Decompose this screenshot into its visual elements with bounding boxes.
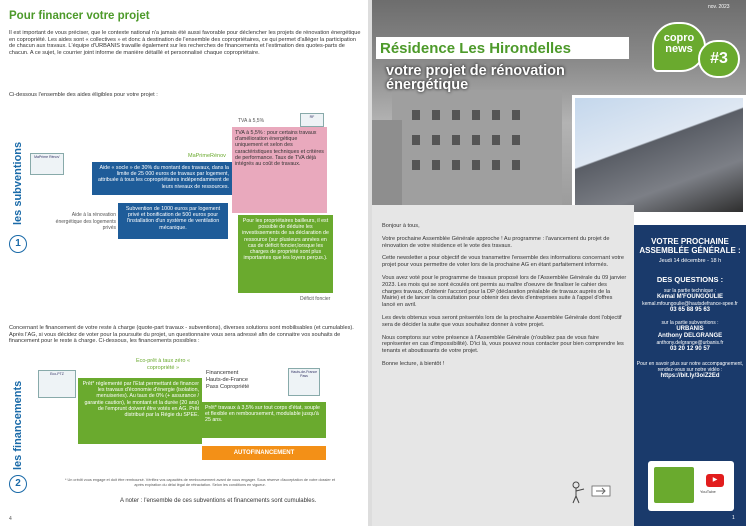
building-photo-inset: [572, 95, 746, 215]
sub-email[interactable]: anthony.delgrange@urbanis.fr: [656, 340, 724, 346]
republique-logo: RF: [300, 113, 324, 127]
page-number-right: 1: [732, 515, 735, 521]
aide-renovation-label: Aide à la rénovation énergétique des logements privés: [55, 212, 116, 231]
badge-line: news: [665, 43, 693, 55]
sub-label: sur la partie subventions :: [661, 320, 719, 326]
list-line: Hauts-de-France: [206, 377, 248, 383]
maprimerenov-logo: MaPrime Rénov': [30, 153, 64, 175]
deficit-label: Déficit foncier: [300, 296, 331, 302]
list-line: Financement: [206, 370, 239, 376]
page-title: Pour financer votre projet: [9, 10, 150, 22]
subventions-label: les subventions: [12, 141, 24, 225]
questions-title: DES QUESTIONS :: [656, 275, 724, 284]
letter-paragraph: Cette newsletter a pour objectif de vous transmettre l'ensemble des informations concernant votre projet pour vous permettre de voter lors de la prochaine AG en étant parfaitement informés.: [382, 255, 625, 269]
sub-intro: Ci-dessous l'ensemble des aides éligibles pour votre projet :: [9, 92, 158, 98]
section-number-1: 1: [9, 235, 27, 253]
letter-paragraph: Les devis obtenus vous seront présentés lors de la prochaine Assemblée Générale dont l'objectif sera de décider la suite que vous souhaitez donner à votre projet.: [382, 314, 622, 328]
financement-paragraph: Concernant le financement de votre reste à charge (quote-part travaux - subventions), diverses solutions sont mobilisables (et cumulables). Après l'AG, si vous décidez de voter pour la poursuite du projet, un questionnaire vous sera adressé afin de connaitre vos souhaits de financement pour le reste à charge. Ci-dessous, les financements possibles :: [9, 325, 354, 345]
eco-ptz-label: Eco-prêt à taux zéro « copropriété »: [135, 358, 191, 371]
letter-paragraph: Votre prochaine Assemblée Générale approche ! Au programme : l'avancement du projet de rénovation de votre résidence et le vote des travaux.: [382, 235, 610, 249]
youtube-label: YouTube: [700, 489, 716, 494]
aide-socle-box: Aide « socle » de 30% du montant des travaux, dans la limite de 25 000 euros de travaux par logement, attribuée à tous les copropriétaires indépendamment de leurs niveaux de ressources.: [92, 162, 232, 195]
subtitle-line: votre projet de rénovation: [386, 63, 565, 79]
issue-number-badge: #3: [698, 40, 740, 78]
residence-title: Résidence Les Hirondelles: [380, 40, 571, 57]
sub-name: Anthony DELGRANGE: [657, 333, 723, 339]
sub-org: URBANIS: [676, 326, 704, 332]
deficit-box: Pour les propriétaires bailleurs, il est possible de déduire les investissements de sa déclaration de ressource (sur plusieurs années en cas de déficit foncier,lorsque les charges de propriété sont plus importantes que les loyers perçus.).: [238, 215, 333, 293]
issue-date: nov. 2023: [708, 4, 730, 10]
financements-label: les financements: [12, 380, 24, 470]
sub-phone: 03 20 12 90 57: [669, 346, 711, 352]
maprime-label: MaPrimeRénov: [188, 153, 226, 159]
pret-travaux-box: Prêt* travaux à 3,5% sur tout corps d'état, souple et flexible en remboursement, modulable jusqu'à 25 ans.: [202, 402, 326, 438]
tech-email[interactable]: kemal.mfoungoulie@hautsdefrance-spee.fr: [642, 301, 738, 307]
note: A noter : l'ensemble de ces subventions et financements sont cumulables.: [120, 498, 317, 504]
person-pointing-icon: [568, 480, 612, 504]
subtitle-line: énergétique: [386, 77, 469, 93]
list-line: Pass Copropriété: [206, 384, 250, 390]
tech-name: Kemal M'FOUNGOULIE: [656, 294, 724, 300]
footnote: * Un crédit vous engage et doit être remboursé. Vérifiez vos capacités de remboursement avant de vous engager. Sous réserve d'acceptation de votre dossier et après expiration du délai légal de rétractation. Selon les conditions en vigueur.: [64, 478, 336, 487]
letter-paragraph: Nous comptons sur votre présence à l'Assemblée Générale (n'oubliez pas de vous faire représenter en cas d'impossibilité). D'ici là, vous pouvez nous contacter pour bien comprendre les tenants et aboutissants de votre projet.: [382, 334, 624, 355]
left-page: [0, 0, 368, 526]
tva-label: TVA à 5,5%: [238, 118, 265, 124]
spee-logo: Hauts-de-France Pass: [288, 368, 320, 396]
newsletter-subtitle: [386, 64, 565, 92]
subvention-1000-box: Subvention de 1000 euros par logement privé et bonification de 500 euros pour l'installation d'un système de ventilation mécanique.: [118, 203, 228, 239]
tva-box: TVA à 5,5% : pour certains travaux d'amélioration énergétique uniquement et selon des caractéristiques techniques et critères de performance. Taux de TVA déjà intégrés au coût de travaux.: [232, 127, 327, 213]
youtube-icon[interactable]: ▶: [706, 474, 724, 487]
autofinancement-box: AUTOFINANCEMENT: [202, 446, 326, 460]
ecoptz-logo: Eco-PTZ: [38, 370, 76, 398]
pret-etat-box: Prêt* réglementé par l'Etat permettant de financer les travaux d'économie d'énergie (isolation, menuiseries). Au taux de 0% (+ assurance / garantie caution), le montant et la durée (20 ans) de l'emprunt doivent être votés en AG. Prêt distribué par la Régie du SPEE.: [78, 378, 202, 444]
right-page: [372, 0, 746, 526]
financement-hdf-list: [206, 370, 249, 391]
editorial-letter: [372, 205, 634, 526]
section-number-2: 2: [9, 475, 27, 493]
tech-phone: 03 65 88 95 63: [669, 307, 711, 313]
page-number: 4: [9, 516, 12, 522]
video-link[interactable]: https://bit.ly/3oiZ2Ed: [660, 373, 720, 379]
letter-paragraph: Bonjour à tous,: [382, 223, 420, 229]
letter-paragraph: Vous avez voté pour le programme de travaux proposé lors de l'Assemblée Générale du 09 janvier 2023. Les mois qui se sont écoulés ont permis au maître d'oeuvre de finaliser le cahier des charges travaux, d'obtenir l'accord pour la DP (déclaration préalable de travaux auprès de la Mairie) et de lancer la consultation pour obtenir des devis d'entreprises suite à l'appel d'offres lancé en avril.: [382, 274, 627, 309]
intro-paragraph: Il est important de vous préciser, que le contexte national n'a jamais été aussi favorable pour déclencher les projets de rénovation énergétique en copropriété. Les aides sont « collectives » et donc à destination de l'ensemble des copropriétaires, ce qui permet d'alléger la participation de chacun aux travaux. L'équipe d'URBANIS travaille également sur les recherches de financements et l'estimation des quotes-parts de chacun. A ce sujet, le courrier joint informe de manière détaillé et personnalisé chaque copropriétaire.: [9, 30, 361, 56]
ag-title: VOTRE PROCHAINE ASSEMBLÉE GÉNÉRALE :: [639, 237, 741, 255]
video-text: Pour en savoir plus sur notre accompagnement, rendez-vous sur notre vidéo :: [636, 361, 744, 373]
tech-label: sur la partie technique :: [664, 288, 716, 294]
ag-date: Jeudi 14 décembre - 18 h: [658, 258, 722, 264]
letter-paragraph: Bonne lecture, à bientôt !: [382, 360, 445, 367]
badge-line: copro: [663, 32, 695, 44]
